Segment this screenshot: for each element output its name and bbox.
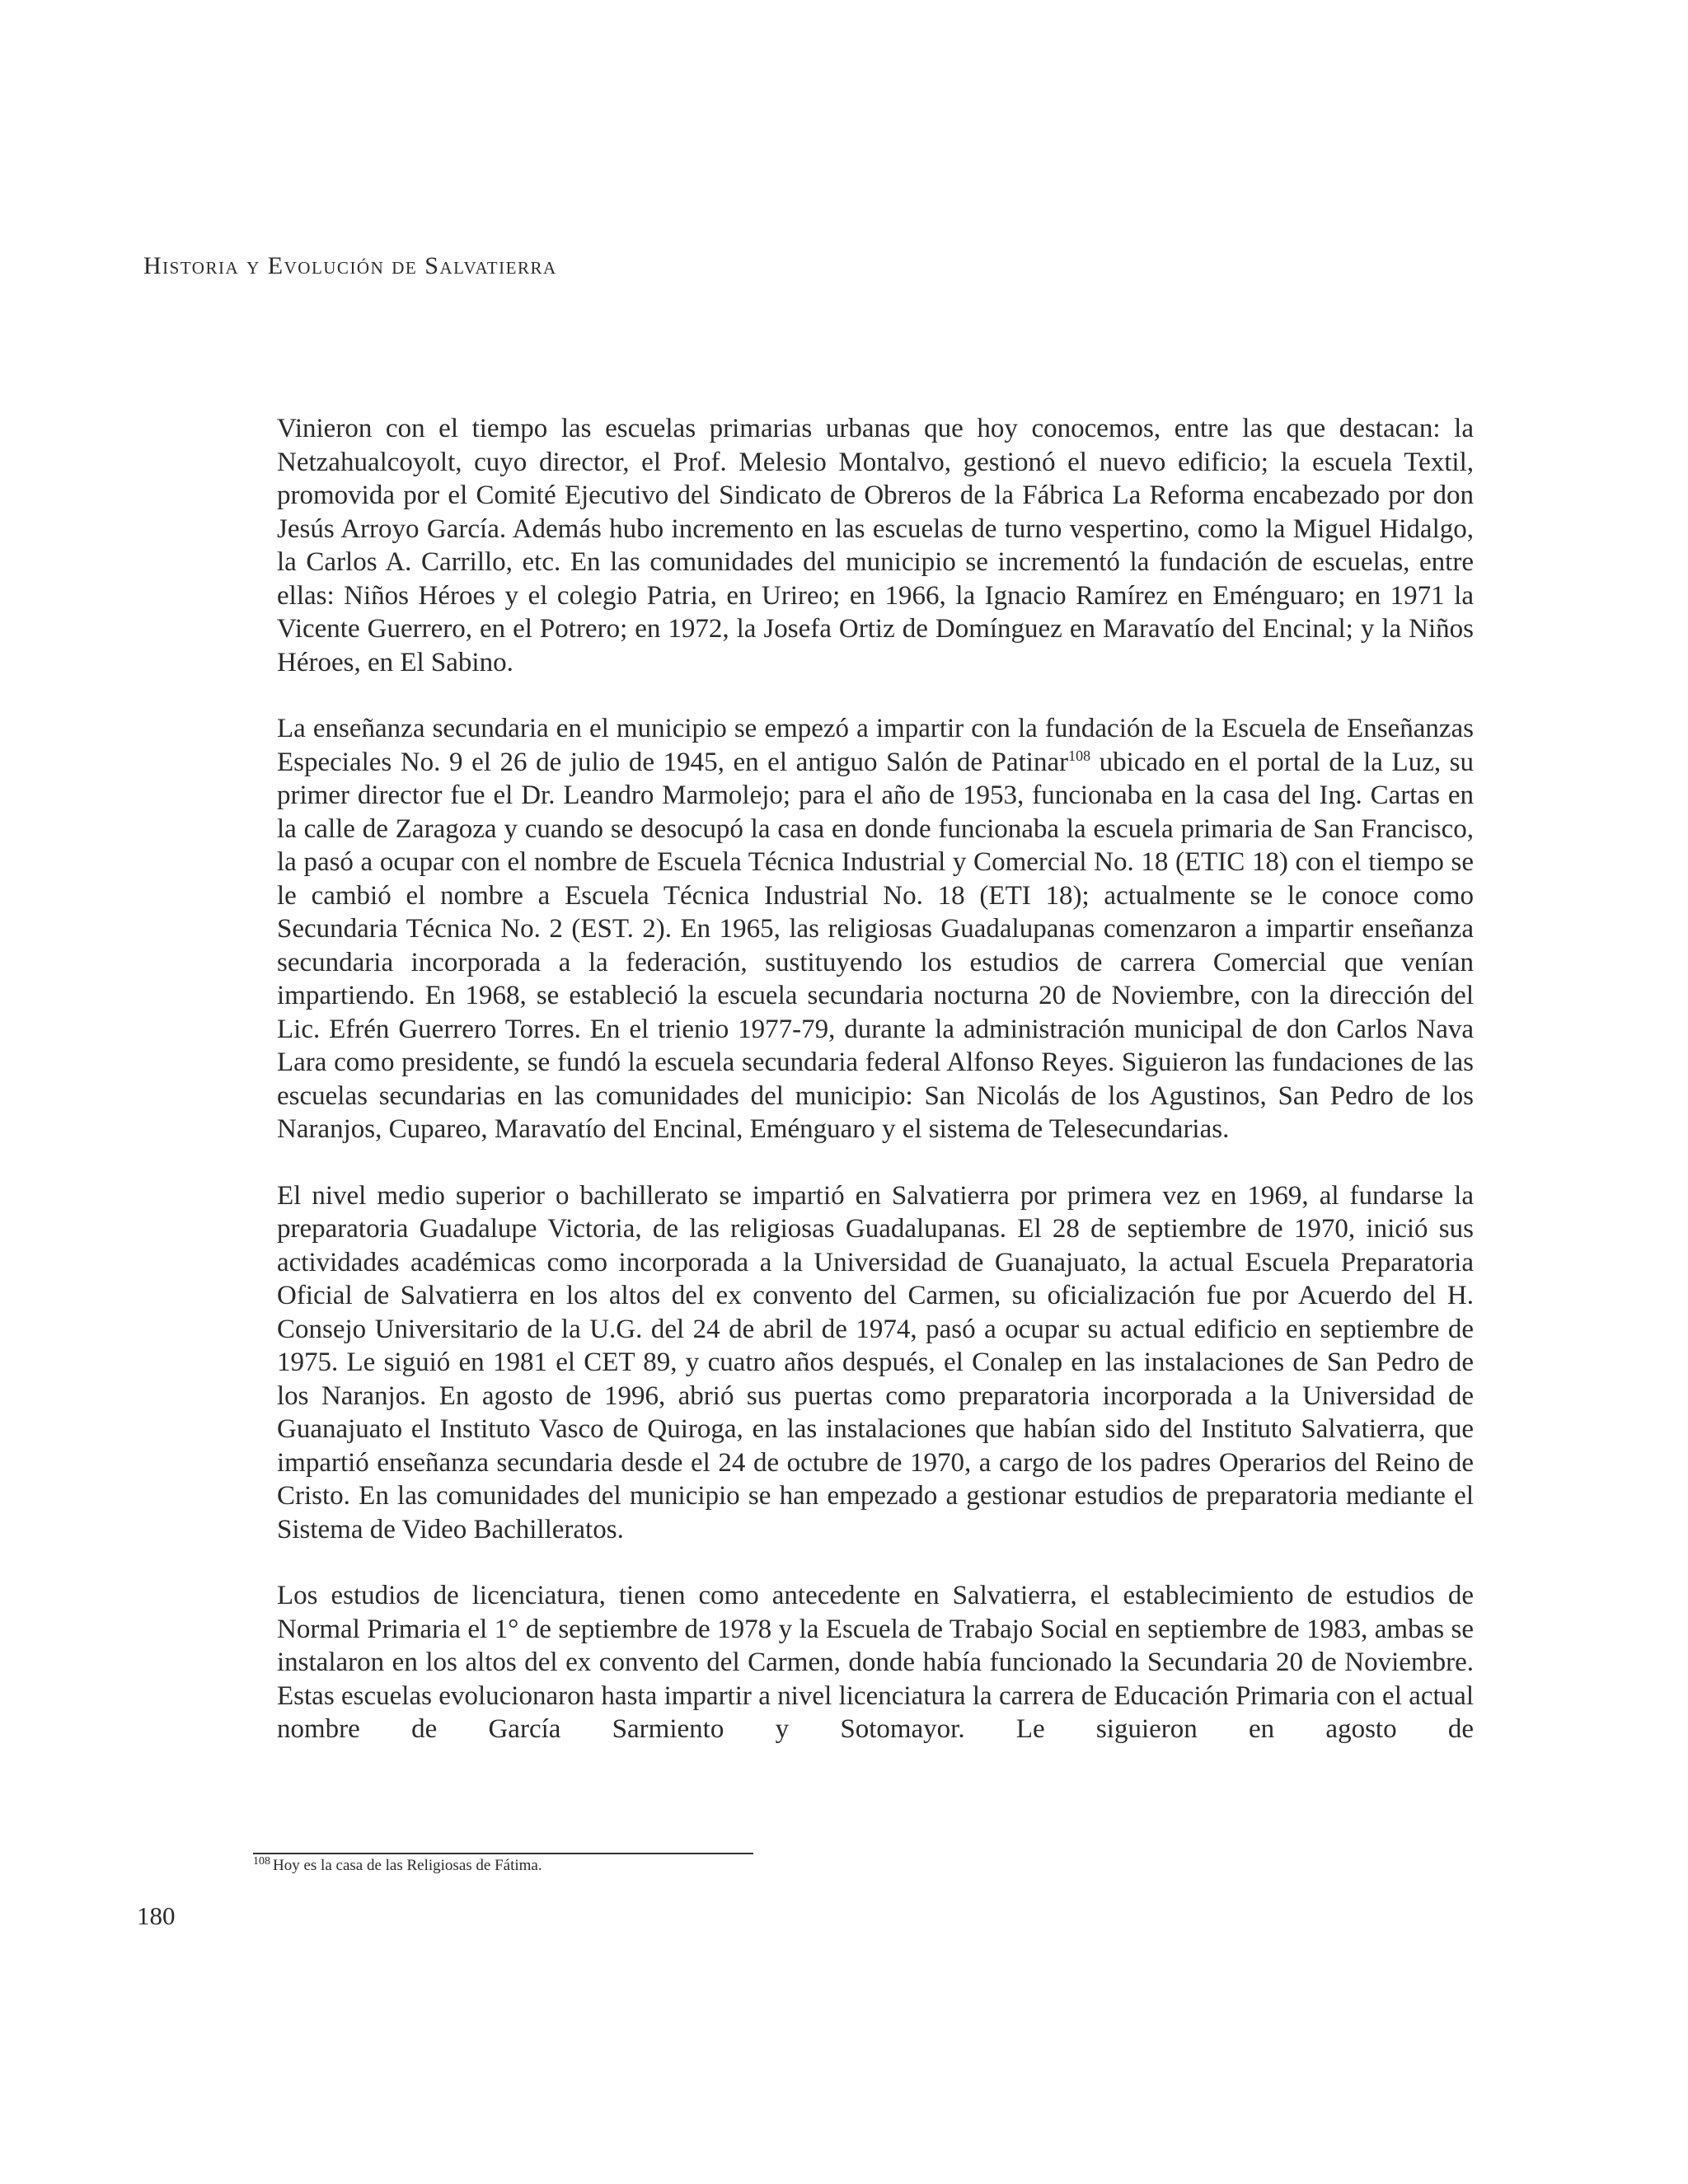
paragraph-university: Los estudios de licenciatura, tienen como antecedente en Salvatierra, el establecimiento de estudios de Normal Primaria el 1° de septiembre de 1978 y la Escuela de Trabajo Social en septiembre de 1983, ambas se instalaron en los altos del ex convento del Carmen, donde había funcionado la Secundaria 20 de Noviembre. Estas escuelas evolucionaron hasta impartir a nivel licenciatura la carrera de Educación Primaria con el actual nombre de García Sarmiento y Sotomayor. Le siguieron en agosto de bbox=[277, 1581, 1474, 1744]
footnote bbox=[253, 1856, 542, 1876]
paragraph-secondary-schools bbox=[277, 712, 1474, 1146]
page-number: 180 bbox=[137, 1901, 176, 1930]
paragraph-text: La enseñanza secundaria en el municipio se empezó a impartir con la fundación de la Escuela de Enseñanzas Especiales No. 9 el 26 de julio de 1945, en el antiguo Salón de Patinar bbox=[277, 714, 1474, 777]
paragraph-high-school: El nivel medio superior o bachillerato se impartió en Salvatierra por primera vez en 1969, al fundarse la preparatoria Guadalupe Victoria, de las religiosas Guadalupanas. El 28 de septiembre de 1970, inició sus actividades académicas como incorporada a la Universidad de Guanajuato, la actual Escuela Preparatoria Oficial de Salvatierra en los altos del ex convento del Carmen, su oficialización fue por Acuerdo del H. Consejo Universitario de la U.G. del 24 de abril de 1974, pasó a ocupar su actual edificio en septiembre de 1975. Le siguió en 1981 el CET 89, y cuatro años después, el Conalep en las instalaciones de San Pedro de los Naranjos. En agosto de 1996, abrió sus puertas como preparatoria incorporada a la Universidad de Guanajuato el Instituto Vasco de Quiroga, en las instalaciones que habían sido del Instituto Salvatierra, que impartió enseñanza secundaria desde el 24 de octubre de 1970, a cargo de los padres Operarios del Reino de Cristo. En las comunidades del municipio se han empezado a gestionar estudios de preparatoria mediante el Sistema de Video Bachilleratos. bbox=[277, 1180, 1474, 1544]
body-text bbox=[277, 412, 1474, 1746]
paragraph-text: ubicado en el portal de la Luz, su primer director fue el Dr. Leandro Marmolejo; para el año de 1953, funcionaba en la casa del Ing. Cartas en la calle de Zaragoza y cuando se desocupó la casa en donde funcionaba la escuela primaria de San Francisco, la pasó a ocupar con el nombre de Escuela Técnica Industrial y Comercial No. 18 (ETIC 18) con el tiempo se le cambió el nombre a Escuela Técnica Industrial No. 18 (ETI 18); actualmente se le conoce como Secundaria Técnica No. 2 (EST. 2). En 1965, las religiosas Guadalupanas comenzaron a impartir enseñanza secundaria incorporada a la federación, sustituyendo los estudios de carrera Comercial que venían impartiendo. En 1968, se estableció la escuela secundaria nocturna 20 de Noviembre, con la dirección del Lic. Efrén Guerrero Torres. En el trienio 1977-79, durante la administración municipal de don Carlos Nava Lara como presidente, se fundó la escuela secundaria federal Alfonso Reyes. Siguieron las fundaciones de las escuelas secundarias en las comunidades del municipio: San Nicolás de los Agustinos, San Pedro de los Naranjos, Cupareo, Maravatío del Encinal, Eménguaro y el sistema de Telesecundarias. bbox=[277, 747, 1474, 1144]
paragraph-primary-schools: Vinieron con el tiempo las escuelas primarias urbanas que hoy conocemos, entre las que destacan: la Netzahualcoyolt, cuyo director, el Prof. Melesio Montalvo, gestionó el nuevo edificio; la escuela Textil, promovida por el Comité Ejecutivo del Sindicato de Obreros de la Fábrica La Reforma encabezado por don Jesús Arroyo García. Además hubo incremento en las escuelas de turno vespertino, como la Miguel Hidalgo, la Carlos A. Carrillo, etc. En las comunidades del municipio se incrementó la fundación de escuelas, entre ellas: Niños Héroes y el colegio Patria, en Urireo; en 1966, la Ignacio Ramírez en Eménguaro; en 1971 la Vicente Guerrero, en el Potrero; en 1972, la Josefa Ortiz de Domínguez en Maravatío del Encinal; y la Niños Héroes, en El Sabino. bbox=[277, 414, 1474, 677]
footnote-text: Hoy es la casa de las Religiosas de Fátima. bbox=[273, 1857, 542, 1874]
running-header: Historia y Evolución de Salvatierra bbox=[143, 252, 557, 279]
footnote-reference[interactable]: 108 bbox=[1068, 747, 1091, 764]
footnote-number: 108 bbox=[253, 1854, 270, 1868]
footnote-divider bbox=[253, 1853, 753, 1854]
